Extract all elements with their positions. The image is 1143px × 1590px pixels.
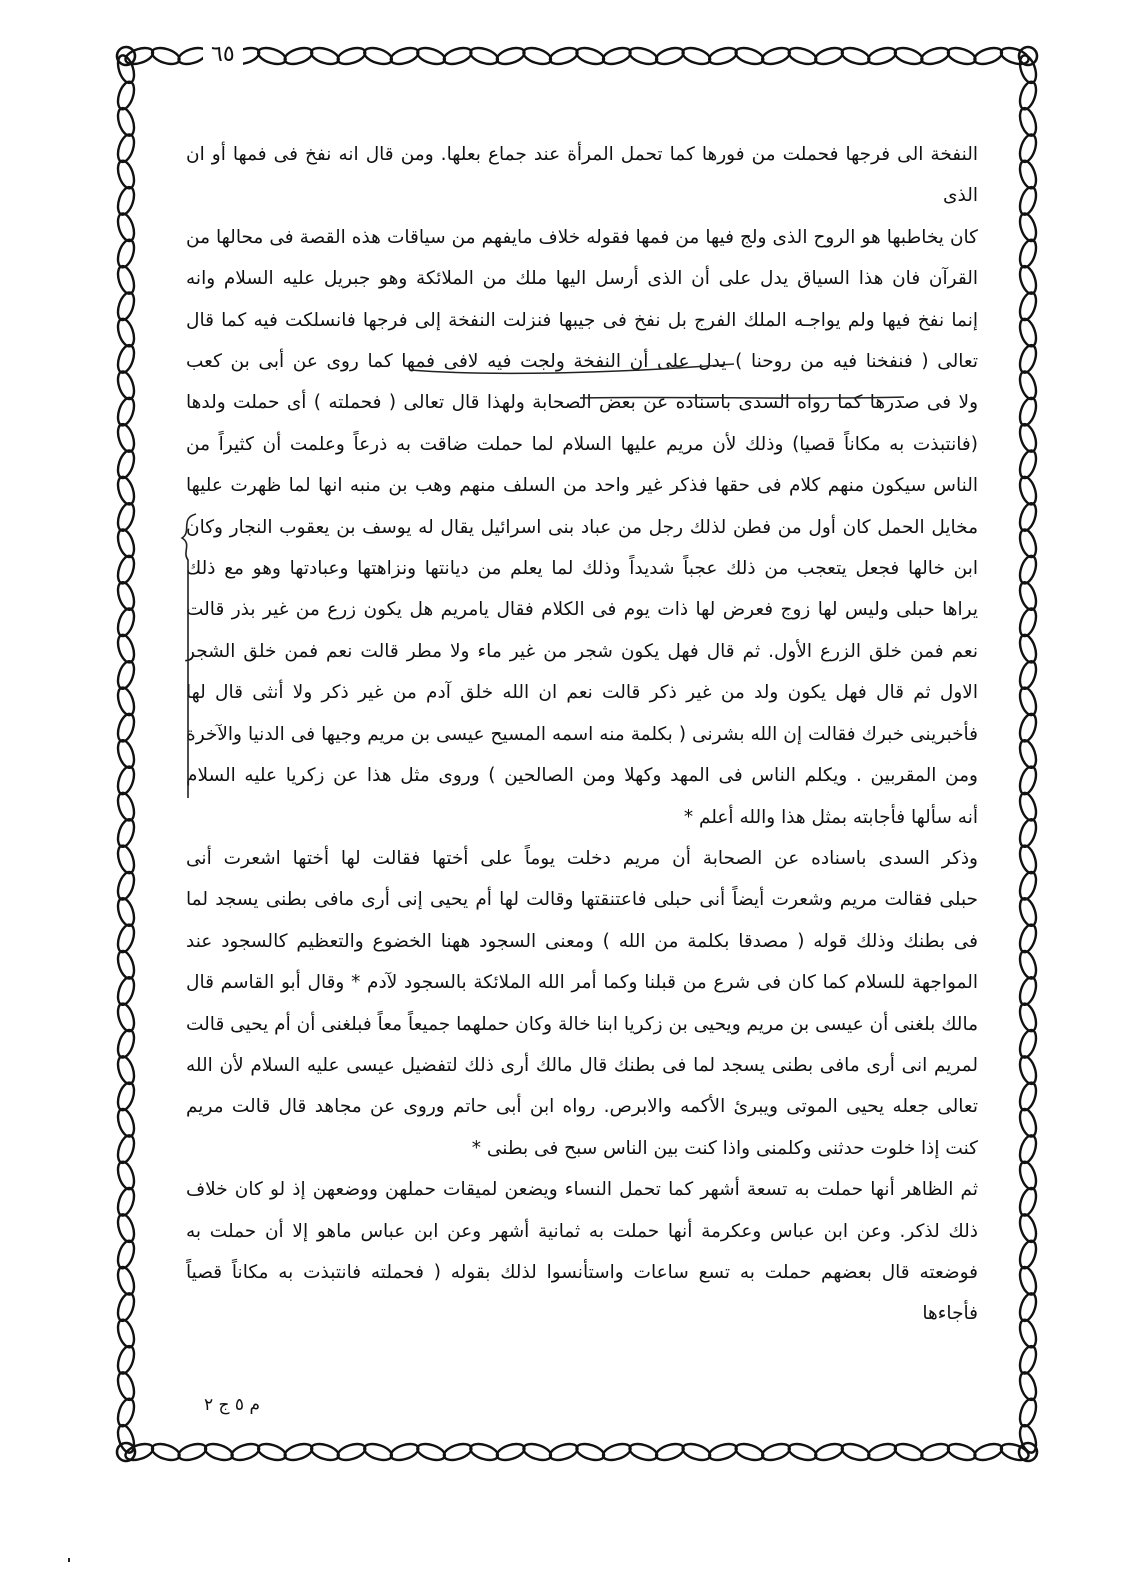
chain-link [1017,449,1039,481]
chain-link [115,1054,137,1086]
ornamental-page-frame [108,38,1046,1470]
chain-link [787,45,819,67]
text-line: إنما نفخ فيها ولم يواجـه الملك الفرج بل نفخ فى جيبها فنزلت النفخة إلى فرجها فانسلكت فيه كما قال [186,309,978,331]
chain-link [1017,765,1039,797]
chain-link [1017,844,1039,876]
chain-link [468,1441,500,1463]
chain-link [115,844,137,876]
chain-link [1017,607,1039,639]
chain-link [115,817,137,849]
chain-link [840,45,872,67]
paragraph [186,838,978,1169]
chain-link [115,396,137,428]
chain-link [115,1318,137,1350]
chain-link [1017,791,1039,823]
chain-link [309,45,341,67]
handwritten-strikethrough [578,390,908,406]
chain-link [495,45,527,67]
chain-link [1017,1370,1039,1402]
chain-link [115,923,137,955]
chain-link [601,1441,633,1463]
chain-link [919,1441,951,1463]
chain-link [115,712,137,744]
chain-link [115,580,137,612]
chain-link [760,45,792,67]
text-line: نعم فمن خلق الزرع الأول. ثم قال فهل يكون شجر من غير ماء ولا مطر قالت نعم فمن خلق الشجر [186,640,978,662]
chain-link [256,1441,288,1463]
chain-link [1017,896,1039,928]
text-line: الناس سيكون منهم كلام فى حقها فذكر غير واحد من السلف منهم وهب بن منبه انها لما ظهرت عليها [186,475,978,497]
chain-link [1017,1265,1039,1297]
chain-link [1017,528,1039,560]
chain-link [919,45,951,67]
chain-link [415,1441,447,1463]
handwritten-margin-bracket [174,508,214,808]
chain-link [1017,1081,1039,1113]
chain-link [115,1186,137,1218]
chain-link [1017,422,1039,454]
chain-link [115,738,137,770]
chain-link [115,1002,137,1034]
chain-link [654,1441,686,1463]
chain-link [1017,290,1039,322]
chain-link [1017,475,1039,507]
text-line: تعالى ( فنفخنا فيه من روحنا ) يدل على أن النفخة ولجت فيه لافى فمها كما روى عن أبى بن كعب [186,351,978,373]
chain-link [1017,159,1039,191]
chain-link [115,765,137,797]
text-line: ثم الظاهر أنها حملت به تسعة أشهر كما تحمل النساء ويضعن لميقات حملهن ووضعهن إذ لو كان خلاف [186,1179,978,1201]
chain-link [389,1441,421,1463]
chain-link [1017,1291,1039,1323]
text-line: ومن المقربين . ويكلم الناس فى المهد وكهلا ومن الصالحين ) وروى مثل هذا عن زكريا عليه السلام [186,765,978,787]
chain-link [1017,870,1039,902]
chain-link [203,1441,235,1463]
chain-link [1017,238,1039,270]
chain-link [1017,369,1039,401]
text-line: حبلى فقالت مريم وشعرت أيضاً أنى حبلى فاعتنقتها وقالت لها أم يحيى إنى أرى مافى بطنى يسجد لما [186,889,978,911]
chain-link [115,290,137,322]
chain-link [115,1239,137,1271]
printer-signature-mark: م ٥ ج ٢ [204,1395,260,1415]
text-line: القرآن فان هذا السياق يدل على أن الذى أرسل اليها ملك من الملائكة وهو جبريل عليه السلام وانه [186,268,978,290]
chain-link [1017,817,1039,849]
chain-link [1017,132,1039,164]
chain-link [115,1107,137,1139]
chain-link [115,475,137,507]
text-line: لمريم انى أرى مافى بطنى يسجد لما فى بطنك قال مالك أرى ذلك لتفضيل عيسى عليه السلام لأن الله [186,1054,978,1076]
chain-link [495,1441,527,1463]
chain-link [115,1081,137,1113]
chain-link [362,1441,394,1463]
chain-link [1017,501,1039,533]
chain-link [362,45,394,67]
chain-link [1017,975,1039,1007]
chain-link [115,106,137,138]
page-number: ٦٥ [203,42,243,67]
chain-link [601,45,633,67]
chain-link [734,1441,766,1463]
chain-link [115,1265,137,1297]
chain-link [548,45,580,67]
text-line: تعالى جعله يحيى الموتى ويبرئ الأكمه والابرص. رواه ابن أبى حاتم وروى عن مجاهد قال قالت مريم [186,1096,978,1118]
chain-link [628,45,660,67]
chain-link [115,659,137,691]
chain-link [1017,1344,1039,1376]
chain-link [115,1028,137,1060]
chain-link [654,45,686,67]
chain-link [1017,1186,1039,1218]
chain-link [115,449,137,481]
chain-link [115,369,137,401]
chain-link [115,422,137,454]
chain-link [813,45,845,67]
chain-link [1017,949,1039,981]
chain-link [707,45,739,67]
text-line: ابن خالها فجعل يتعجب من ذلك عجباً شديداً وذلك لما يعلم من ديانتها ونزاهتها وعبادتها وهو مع ذلك [186,558,978,580]
chain-link [115,343,137,375]
chain-link [115,949,137,981]
chain-link [115,132,137,164]
scan-speck [68,1558,70,1562]
chain-link [1017,659,1039,691]
text-line: وذكر السدى باسناده عن الصحابة أن مريم دخلت يوماً على أختها فقالت لها أختها اشعرت أنى [186,847,978,869]
chain-link [1017,1160,1039,1192]
chain-link [115,238,137,270]
chain-link [866,1441,898,1463]
chain-link [115,1291,137,1323]
chain-link [468,45,500,67]
chain-link [893,45,925,67]
chain-link [707,1441,739,1463]
text-line: فى بطنك وذلك قوله ( مصدقا بكلمة من الله ) ومعنى السجود ههنا الخضوع والتعظيم كالسجود عند [186,930,978,952]
chain-link [1017,712,1039,744]
chain-link [972,45,1004,67]
chain-link [760,1441,792,1463]
chain-link [115,80,137,112]
paragraph [186,1169,978,1335]
text-line: الاول ثم قال فهل يكون ولد من غير ذكر قالت نعم ان الله خلق آدم من غير ذكر ولا أنثى قال لها [186,682,978,704]
chain-link [1017,343,1039,375]
chain-link [946,45,978,67]
chain-link [115,1344,137,1376]
chain-link [1017,1239,1039,1271]
text-line: مخايل الحمل كان أول من فطن لذلك رجل من عباد بنى اسرائيل يقال له يوسف بن يعقوب النجار وكان [186,516,978,538]
chain-link [521,1441,553,1463]
chain-link [1017,1318,1039,1350]
chain-link [1017,264,1039,296]
chain-link [1017,580,1039,612]
text-line: النفخة الى فرجها فحملت من فورها كما تحمل المرأة عند جماع بعلها. ومن قال انه نفخ فى فمها أو ان الذى [186,144,978,207]
chain-link [893,1441,925,1463]
chain-link [283,45,315,67]
chain-link [787,1441,819,1463]
chain-link [150,45,182,67]
chain-link [1017,1212,1039,1244]
chain-link [115,528,137,560]
chain-link [115,185,137,217]
handwritten-underline [408,356,738,380]
chain-link [840,1441,872,1463]
chain-link [813,1441,845,1463]
chain-link [548,1441,580,1463]
text-line: أنه سألها فأجابته بمثل هذا والله أعلم * [683,806,978,828]
chain-link [1017,1397,1039,1429]
chain-link [1017,185,1039,217]
text-line: ولا فى صدرها كما رواه السدى باسناده عن بعض الصحابة ولهذا قال تعالى ( فحملته ) أى حملت ولدها [186,392,978,414]
chain-link [115,791,137,823]
chain-link [1017,1002,1039,1034]
chain-link [115,264,137,296]
chain-link [681,1441,713,1463]
chain-link [1017,1028,1039,1060]
chain-link [115,870,137,902]
chain-link [1017,211,1039,243]
chain-link [115,1370,137,1402]
chain-link [946,1441,978,1463]
chain-link [1017,80,1039,112]
chain-link [150,1441,182,1463]
chain-link [336,1441,368,1463]
text-line: كنت إذا خلوت حدثنى وكلمنى واذا كنت بين الناس سبح فى بطنى * [471,1137,978,1159]
chain-link [521,45,553,67]
chain-link [177,1441,209,1463]
chain-link [1017,1054,1039,1086]
chain-link [415,45,447,67]
chain-link [1017,554,1039,586]
chain-link [734,45,766,67]
chain-link [1017,923,1039,955]
chain-link [442,45,474,67]
chain-link [1017,317,1039,349]
text-line: ذلك لذكر. وعن ابن عباس وعكرمة أنها حملت به ثمانية أشهر وعن ابن عباس ماهو إلا أن حملت به [186,1220,978,1242]
chain-link [115,159,137,191]
chain-link [115,686,137,718]
chain-link [866,45,898,67]
chain-link [115,211,137,243]
chain-link [256,45,288,67]
chain-link [115,975,137,1007]
chain-link [442,1441,474,1463]
chain-link [972,1441,1004,1463]
chain-link [1017,106,1039,138]
chain-link [1017,1133,1039,1165]
chain-link [1017,686,1039,718]
text-line: (فانتبذت به مكاناً قصيا) وذلك لأن مريم عليها السلام لما حملت ضاقت به ذرعاً وعلمت أن كثيراً من [186,433,978,455]
chain-link [115,501,137,533]
chain-link [1017,396,1039,428]
chain-link [309,1441,341,1463]
chain-link [389,45,421,67]
chain-link [1017,633,1039,665]
text-line: مالك بلغنى أن عيسى بن مريم ويحيى بن زكريا ابنا خالة وكان حملهما جميعاً معاً فبلغنى أن أم يحيى قالت [186,1013,978,1035]
text-line: يراها حبلى وليس لها زوج فعرض لها ذات يوم فى الكلام فقال يامريم هل يكون زرع من غير بذر قالت [186,599,978,621]
chain-link [115,1133,137,1165]
chain-link [283,1441,315,1463]
chain-link [115,607,137,639]
body-text [186,134,978,1335]
chain-link [115,1160,137,1192]
chain-link [1017,1107,1039,1139]
paragraph [186,134,978,838]
chain-link [115,317,137,349]
chain-link [115,633,137,665]
chain-link [115,554,137,586]
chain-link [681,45,713,67]
text-line: كان يخاطبها هو الروح الذى ولج فيها من فمها فقوله خلاف مايفهم من سياقات هذه القصة فى محالها من [186,226,978,248]
chain-link [575,1441,607,1463]
text-line: فأخبرينى خبرك فقالت إن الله بشرنى ( بكلمة منه اسمه المسيح عيسى بن مريم وجيها فى الدنيا والآخرة [186,723,978,745]
chain-link [628,1441,660,1463]
chain-link [115,896,137,928]
chain-link [115,1397,137,1429]
chain-link [336,45,368,67]
chain-link [115,1212,137,1244]
text-line: المواجهة للسلام كما كان فى شرع من قبلنا وكما أمر الله الملائكة بالسجود لآدم * وقال أبو القاسم قال [186,972,978,994]
chain-link [230,1441,262,1463]
text-line: فوضعته قال بعضهم حملت به تسع ساعات واستأنسوا لذلك بقوله ( فحملته فانتبذت به مكاناً قصياً فأجاءها [186,1261,978,1325]
chain-link [1017,738,1039,770]
chain-link [575,45,607,67]
